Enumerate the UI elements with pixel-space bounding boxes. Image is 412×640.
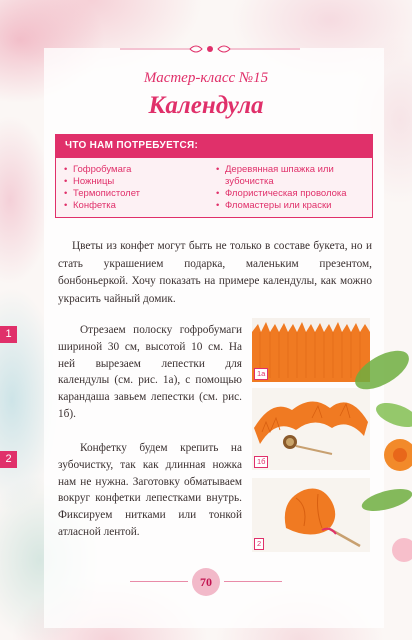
materials-box xyxy=(55,158,373,218)
photo-label: 1б xyxy=(254,456,268,468)
materials-heading: ЧТО НАМ ПОТРЕБУЕТСЯ: xyxy=(55,134,373,158)
flower-decoration xyxy=(342,340,412,600)
footer-line-right xyxy=(224,581,282,582)
material-item: • Конфетка xyxy=(64,200,140,212)
footer-line-left xyxy=(130,581,188,582)
step-text-2: Конфетку будем крепить на зубочистку, так как длинная ножка нам не нужна. Заготовку обматываем вокруг конфетки лепестками внутрь. Фиксируем нитками или тонкой атласной лентой. xyxy=(58,442,242,538)
photo-label: 2 xyxy=(254,538,264,550)
material-item: • Деревянная шпажка или зубочистка xyxy=(216,164,345,188)
material-item: • Фломастеры или краски xyxy=(216,200,347,212)
material-item: • Термопистолет xyxy=(64,188,140,200)
intro-paragraph: Цветы из конфет могут быть не только в составе букета, но и стать украшением подарка, маленьким презентом, бонбоньеркой. Хочу показать на примере календулы, как можно украсить чайный домик. xyxy=(58,240,372,305)
material-item: • Флористическая проволока xyxy=(216,188,347,200)
step-number-1: 1 xyxy=(0,326,17,343)
material-item: • Ножницы xyxy=(64,176,140,188)
material-item: • Гофробумага xyxy=(64,164,140,176)
page-title: Календула xyxy=(148,92,264,119)
header-ornament xyxy=(120,42,300,56)
page-number: 70 xyxy=(192,568,220,596)
step-text-1: Отрезаем полоску гофробумаги шириной 30 см, высотой 10 см. На ней вырезаем лепестки для календулы (см. рис. 1а), с помощью карандаша завьем лепестки (см. рис. 1б). xyxy=(58,324,242,420)
photo-label: 1а xyxy=(254,368,268,380)
step-number-2: 2 xyxy=(0,451,17,468)
materials-list-left xyxy=(64,164,140,212)
materials-list-right xyxy=(216,164,347,212)
masterclass-subtitle: Мастер-класс №15 xyxy=(143,70,269,86)
